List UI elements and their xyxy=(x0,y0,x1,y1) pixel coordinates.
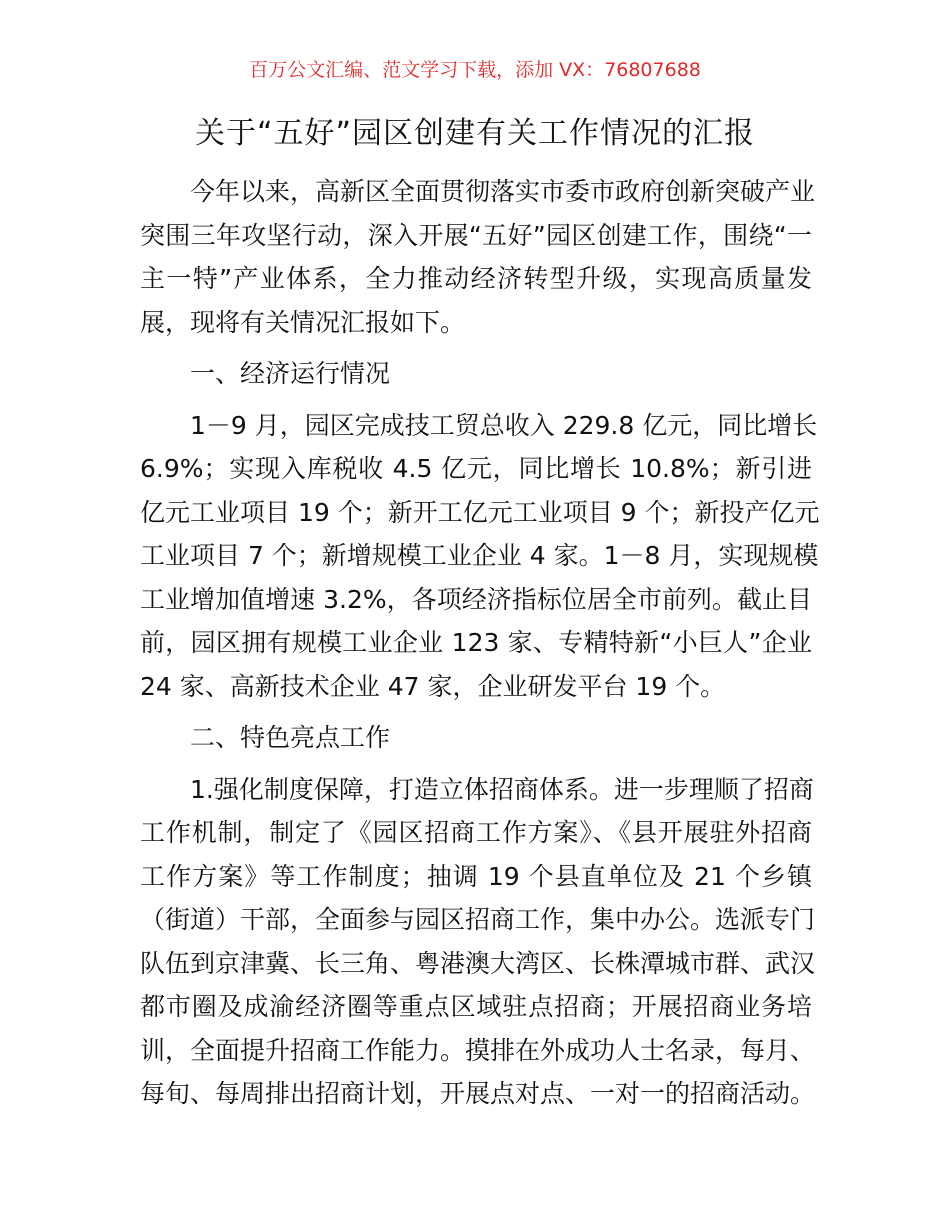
watermark-banner: 百万公文汇编、范文学习下载，添加 VX：76807688 xyxy=(249,59,701,81)
text-line: 24 家、高新技术企业 47 家，企业研发平台 19 个。 xyxy=(140,671,726,701)
text-line: 1－9 月，园区完成技工贸总收入 229.8 亿元，同比增长 xyxy=(190,410,818,440)
paragraph-intro xyxy=(140,170,816,344)
text-line: 1.强化制度保障，打造立体招商体系。进一步理顺了招商 xyxy=(190,774,814,804)
text-line: 工业增加值增速 3.2%，各项经济指标位居全市前列。截止目 xyxy=(140,584,812,614)
text-line: 主一特”产业体系，全力推动经济转型升级，实现高质量发 xyxy=(140,264,812,293)
document-title: 关于“五好”园区创建有关工作情况的汇报 xyxy=(194,116,756,151)
text-line: 都市圈及成渝经济圈等重点区域驻点招商；开展招商业务培 xyxy=(140,992,812,1021)
text-line: 6.9%；实现入库税收 4.5 亿元，同比增长 10.8%；新引进 xyxy=(140,454,812,483)
text-line: 工业项目 7 个；新增规模工业企业 4 家。1－8 月，实现规模 xyxy=(140,541,819,570)
section-heading: 二、特色亮点工作 xyxy=(190,723,391,752)
text-line: 工作方案》等工作制度；抽调 19 个县直单位及 21 个乡镇 xyxy=(140,861,812,891)
text-line: 亿元工业项目 19 个；新开工亿元工业项目 9 个；新投产亿元 xyxy=(140,497,820,527)
text-line: 今年以来，高新区全面贯彻落实市委市政府创新突破产业 xyxy=(190,177,816,206)
text-line: 突围三年攻坚行动，深入开展“五好”园区创建工作，围绕“一 xyxy=(140,220,812,250)
text-line: 展，现将有关情况汇报如下。 xyxy=(140,307,466,337)
text-line: 训，全面提升招商工作能力。摸排在外成功人士名录，每月、 xyxy=(140,1035,816,1065)
section-heading-highlights xyxy=(140,716,812,760)
text-line: 工作机制，制定了《园区招商工作方案》、《县开展驻外招商 xyxy=(140,818,812,847)
text-line: 前，园区拥有规模工业企业 123 家、专精特新“小巨人”企业 xyxy=(140,628,812,657)
paragraph-economy xyxy=(140,404,820,709)
text-line: 每旬、每周排出招商计划，开展点对点、一对一的招商活动。 xyxy=(140,1079,816,1108)
document-body xyxy=(140,170,820,1116)
text-line: （街道）干部，全面参与园区招商工作，集中办公。选派专门 xyxy=(140,905,816,934)
section-heading-economy xyxy=(140,352,812,396)
text-line: 队伍到京津冀、长三角、粤港澳大湾区、长株潭城市群、武汉 xyxy=(140,948,816,978)
section-heading: 一、经济运行情况 xyxy=(190,359,391,388)
paragraph-highlight-1 xyxy=(140,768,816,1116)
